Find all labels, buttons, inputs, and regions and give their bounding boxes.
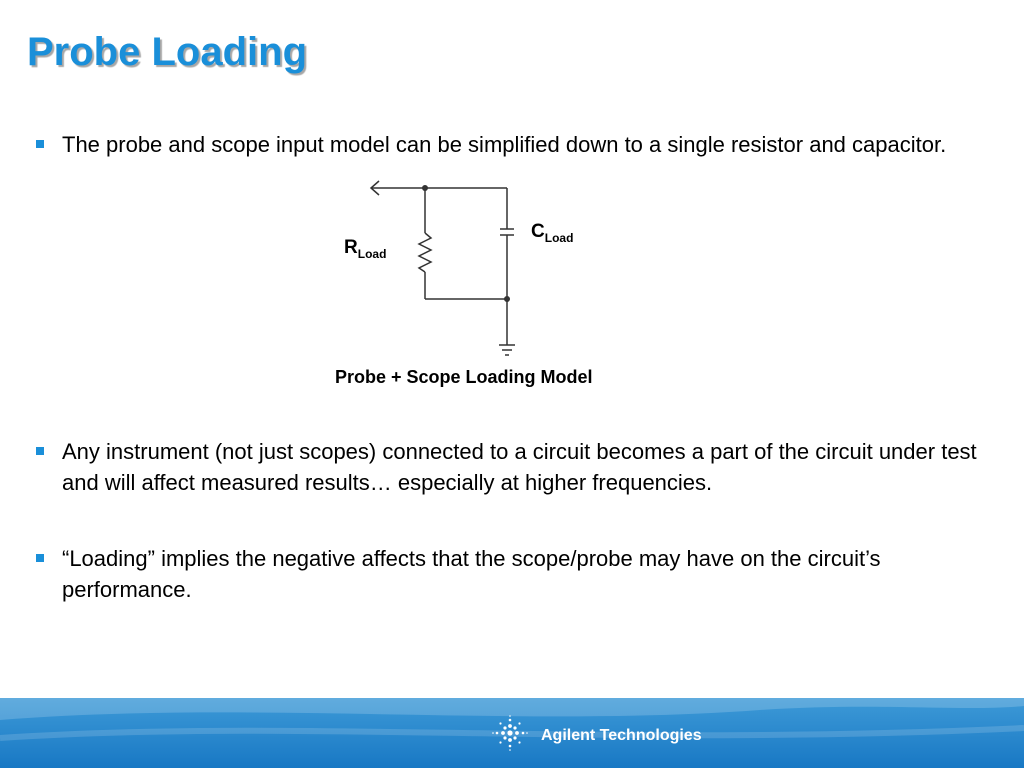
resistor-label: $R_{Load}$ bbox=[344, 237, 387, 261]
diagram-caption: Probe + Scope Loading Model bbox=[335, 367, 593, 387]
bullet-text: “Loading” implies the negative affects that the scope/probe may have on the circuit’s performance. bbox=[62, 546, 881, 602]
bullet-text: Any instrument (not just scopes) connected to a circuit becomes a part of the circuit under test and will affect measured results… especially at higher frequencies. bbox=[62, 439, 977, 495]
bullet-item bbox=[36, 129, 996, 160]
bullet-text: The probe and scope input model can be simplified down to a single resistor and capacitor. bbox=[62, 132, 947, 157]
junction-dot bbox=[422, 185, 428, 191]
bullet-item bbox=[36, 436, 996, 498]
square-bullet-icon bbox=[36, 140, 44, 148]
bullet-item bbox=[36, 543, 996, 605]
square-bullet-icon bbox=[36, 447, 44, 455]
agilent-spark-icon bbox=[492, 715, 528, 751]
square-bullet-icon bbox=[36, 554, 44, 562]
loading-model-diagram bbox=[355, 175, 525, 360]
resistor-symbol bbox=[419, 233, 431, 272]
slide-title: Probe Loading bbox=[27, 30, 307, 74]
capacitor-label: $C_{Load}$ bbox=[531, 221, 574, 245]
footer-brand: Agilent Technologies bbox=[541, 727, 702, 744]
junction-dot bbox=[504, 296, 510, 302]
